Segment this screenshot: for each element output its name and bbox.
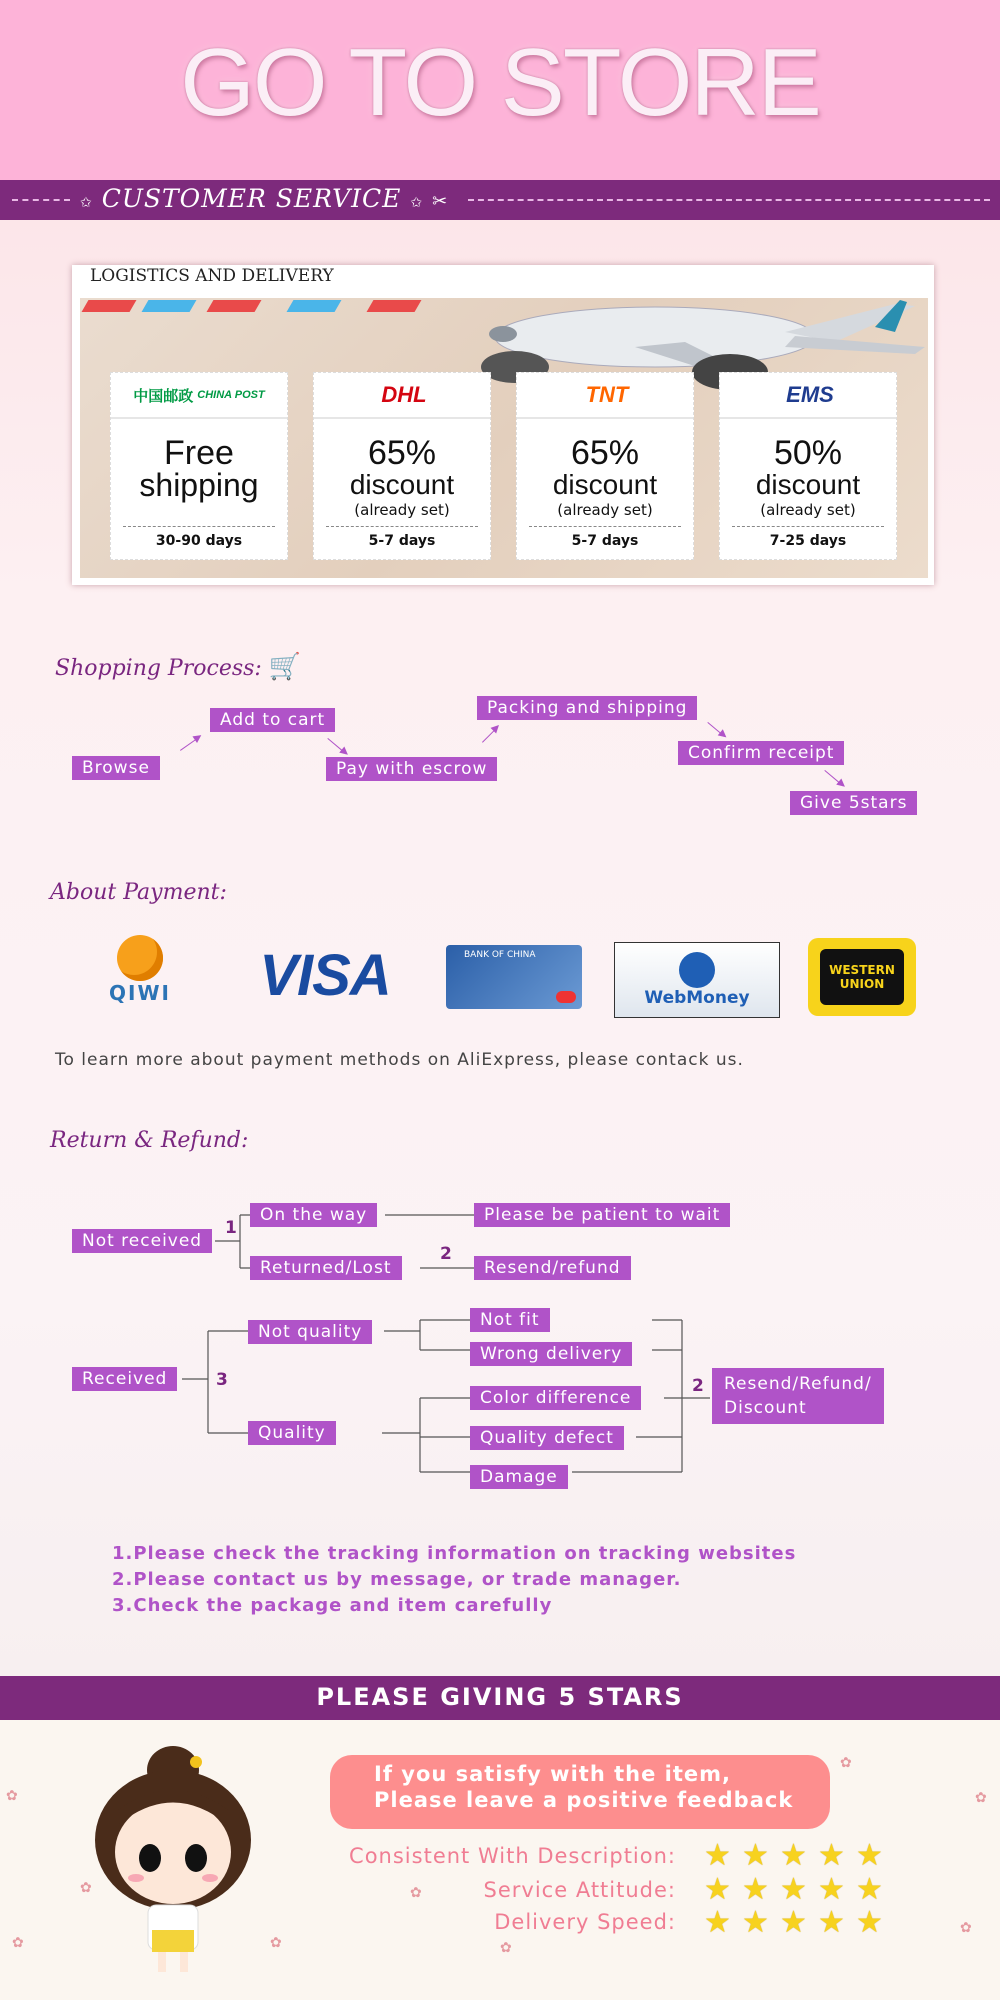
number-2: 2	[440, 1244, 452, 1264]
card-days: 30-90 days	[123, 526, 275, 549]
card-note: (already set)	[354, 501, 450, 519]
rating-label-delivery: Delivery Speed:	[494, 1910, 676, 1934]
rating-label-description: Consistent With Description:	[349, 1844, 676, 1868]
customer-service-text: CUSTOMER SERVICE	[101, 184, 402, 213]
damage-tag: Damage	[470, 1465, 568, 1489]
qiwi-label: QIWI	[109, 981, 171, 1005]
carrier-name: DHL	[381, 382, 427, 407]
not-quality-tag: Not quality	[248, 1320, 372, 1344]
qiwi-logo	[85, 928, 195, 1012]
not-fit-tag: Not fit	[470, 1308, 550, 1332]
visa-label: VISA	[259, 942, 391, 1008]
arrow-icon	[824, 770, 843, 786]
scissors-icon: ✂	[432, 191, 449, 212]
card-line2: discount	[755, 469, 861, 500]
bank-of-china-card	[446, 945, 582, 1009]
star-icon: ★	[704, 1838, 731, 1873]
customer-service-label	[80, 184, 448, 213]
divider-right	[468, 199, 990, 201]
star-icon: ★	[856, 1872, 883, 1907]
rating-label-service: Service Attitude:	[483, 1878, 676, 1902]
flower-icon: ✿	[840, 1755, 852, 1771]
resend-refund-tag: Resend/refund	[474, 1256, 631, 1280]
flower-icon: ✿	[975, 1790, 987, 1806]
star-icon: ★	[742, 1872, 769, 1907]
webmoney-logo	[614, 942, 780, 1018]
star-icon: ★	[818, 1838, 845, 1873]
quality-defect-tag: Quality defect	[470, 1426, 624, 1450]
logistics-title: LOGISTICS AND DELIVERY	[90, 266, 334, 286]
bank-of-china-label: BANK OF CHINA	[464, 950, 536, 960]
airmail-stripe	[367, 300, 422, 312]
flower-icon: ✿	[500, 1940, 512, 1956]
star-icon: ✩	[80, 195, 93, 211]
star-icon: ★	[818, 1872, 845, 1907]
resend-refund-discount-line1: Resend/Refund/	[724, 1374, 872, 1394]
shopping-process-title	[55, 652, 301, 682]
carrier-logo	[720, 373, 896, 419]
cart-icon: 🛒	[268, 652, 302, 682]
resend-refund-discount-tag	[712, 1368, 884, 1424]
star-icon: ★	[780, 1905, 807, 1940]
returned-lost-tag: Returned/Lost	[250, 1256, 402, 1280]
flower-icon: ✿	[80, 1880, 92, 1896]
airmail-stripe	[82, 300, 137, 312]
card-days: 5-7 days	[326, 526, 478, 549]
shopping-process-text: Shopping Process:	[55, 656, 262, 681]
flower-icon: ✿	[270, 1935, 282, 1951]
five-stars-title: PLEASE GIVING 5 STARS	[316, 1683, 684, 1711]
star-icon: ✩	[410, 195, 424, 211]
star-icon: ★	[780, 1872, 807, 1907]
card-note: (already set)	[760, 501, 856, 519]
divider-left	[12, 199, 70, 201]
not-received-tag: Not received	[72, 1229, 212, 1253]
quality-tag: Quality	[248, 1421, 336, 1445]
received-tag: Received	[72, 1367, 177, 1391]
carrier-logo	[517, 373, 693, 419]
flower-icon: ✿	[410, 1885, 422, 1901]
number-2-right: 2	[692, 1376, 704, 1396]
star-icon: ★	[704, 1905, 731, 1940]
return-refund-title: Return & Refund:	[50, 1128, 249, 1153]
airmail-stripe	[287, 300, 342, 312]
step-add-to-cart: Add to cart	[210, 708, 335, 732]
carrier-logo	[314, 373, 490, 419]
card-days: 5-7 days	[529, 526, 681, 549]
step-packing-and-shipping: Packing and shipping	[477, 696, 697, 720]
note-1: 1.Please check the tracking information on tracking websites	[112, 1543, 797, 1564]
card-line1: Free	[164, 434, 234, 472]
payment-note: To learn more about payment methods on AliExpress, please contack us.	[55, 1050, 744, 1070]
carrier-cn-name: 中国邮政	[133, 387, 194, 405]
card-note: (already set)	[557, 501, 653, 519]
card-line1: 50%	[773, 434, 843, 472]
color-difference-tag: Color difference	[470, 1386, 641, 1410]
airmail-stripe	[142, 300, 197, 312]
airmail-stripe	[207, 300, 262, 312]
step-browse: Browse	[72, 756, 160, 780]
bubble-line-2: Please leave a positive feedback	[374, 1788, 794, 1812]
arrow-icon	[482, 726, 498, 742]
card-line1: 65%	[570, 434, 640, 472]
arrow-icon	[707, 722, 724, 737]
on-the-way-tag: On the way	[250, 1203, 377, 1227]
step-give-5stars: Give 5stars	[790, 791, 917, 815]
arrow-icon	[327, 738, 346, 754]
visa-logo	[225, 940, 425, 1010]
note-3: 3.Check the package and item carefully	[112, 1595, 553, 1616]
shipping-card	[313, 372, 491, 560]
card-days: 7-25 days	[732, 526, 884, 549]
shipping-card	[719, 372, 897, 560]
wrong-delivery-tag: Wrong delivery	[470, 1342, 632, 1366]
carrier-logo	[111, 373, 287, 419]
bubble-line-1: If you satisfy with the item,	[374, 1762, 731, 1786]
globe-icon	[679, 952, 715, 988]
step-confirm-receipt: Confirm receipt	[678, 741, 844, 765]
carrier-name: TNT	[585, 382, 629, 407]
card-line2: discount	[552, 469, 658, 500]
shipping-card	[516, 372, 694, 560]
resend-refund-discount-line2: Discount	[724, 1398, 807, 1418]
star-icon: ★	[742, 1905, 769, 1940]
number-1: 1	[225, 1218, 237, 1238]
go-to-store-title[interactable]: GO TO STORE	[180, 29, 820, 136]
shipping-card	[110, 372, 288, 560]
western-union-logo	[808, 938, 916, 1016]
western-union-label: WESTERN UNION	[820, 949, 904, 1005]
mastercard-icon	[556, 991, 576, 1003]
number-3: 3	[216, 1370, 228, 1390]
arrow-icon	[180, 736, 200, 751]
card-line2: shipping	[139, 467, 259, 503]
star-icon: ★	[818, 1905, 845, 1940]
flower-icon: ✿	[960, 1920, 972, 1936]
carrier-name: EMS	[786, 382, 834, 407]
card-line1: 65%	[367, 434, 437, 472]
about-payment-title: About Payment:	[50, 880, 227, 905]
flower-icon: ✿	[6, 1788, 18, 1804]
carrier-name: CHINA POST	[197, 389, 265, 401]
star-icon: ★	[742, 1838, 769, 1873]
card-line2: discount	[349, 469, 455, 500]
star-icon: ★	[856, 1905, 883, 1940]
cartoon-girl-icon	[78, 1740, 278, 1980]
be-patient-tag: Please be patient to wait	[474, 1203, 730, 1227]
flower-icon: ✿	[12, 1935, 24, 1951]
webmoney-label: WebMoney	[644, 988, 750, 1008]
star-icon: ★	[704, 1872, 731, 1907]
qiwi-icon	[117, 935, 163, 981]
step-pay-with-escrow: Pay with escrow	[326, 757, 497, 781]
star-icon: ★	[780, 1838, 807, 1873]
star-icon: ★	[856, 1838, 883, 1873]
note-2: 2.Please contact us by message, or trade manager.	[112, 1569, 682, 1590]
